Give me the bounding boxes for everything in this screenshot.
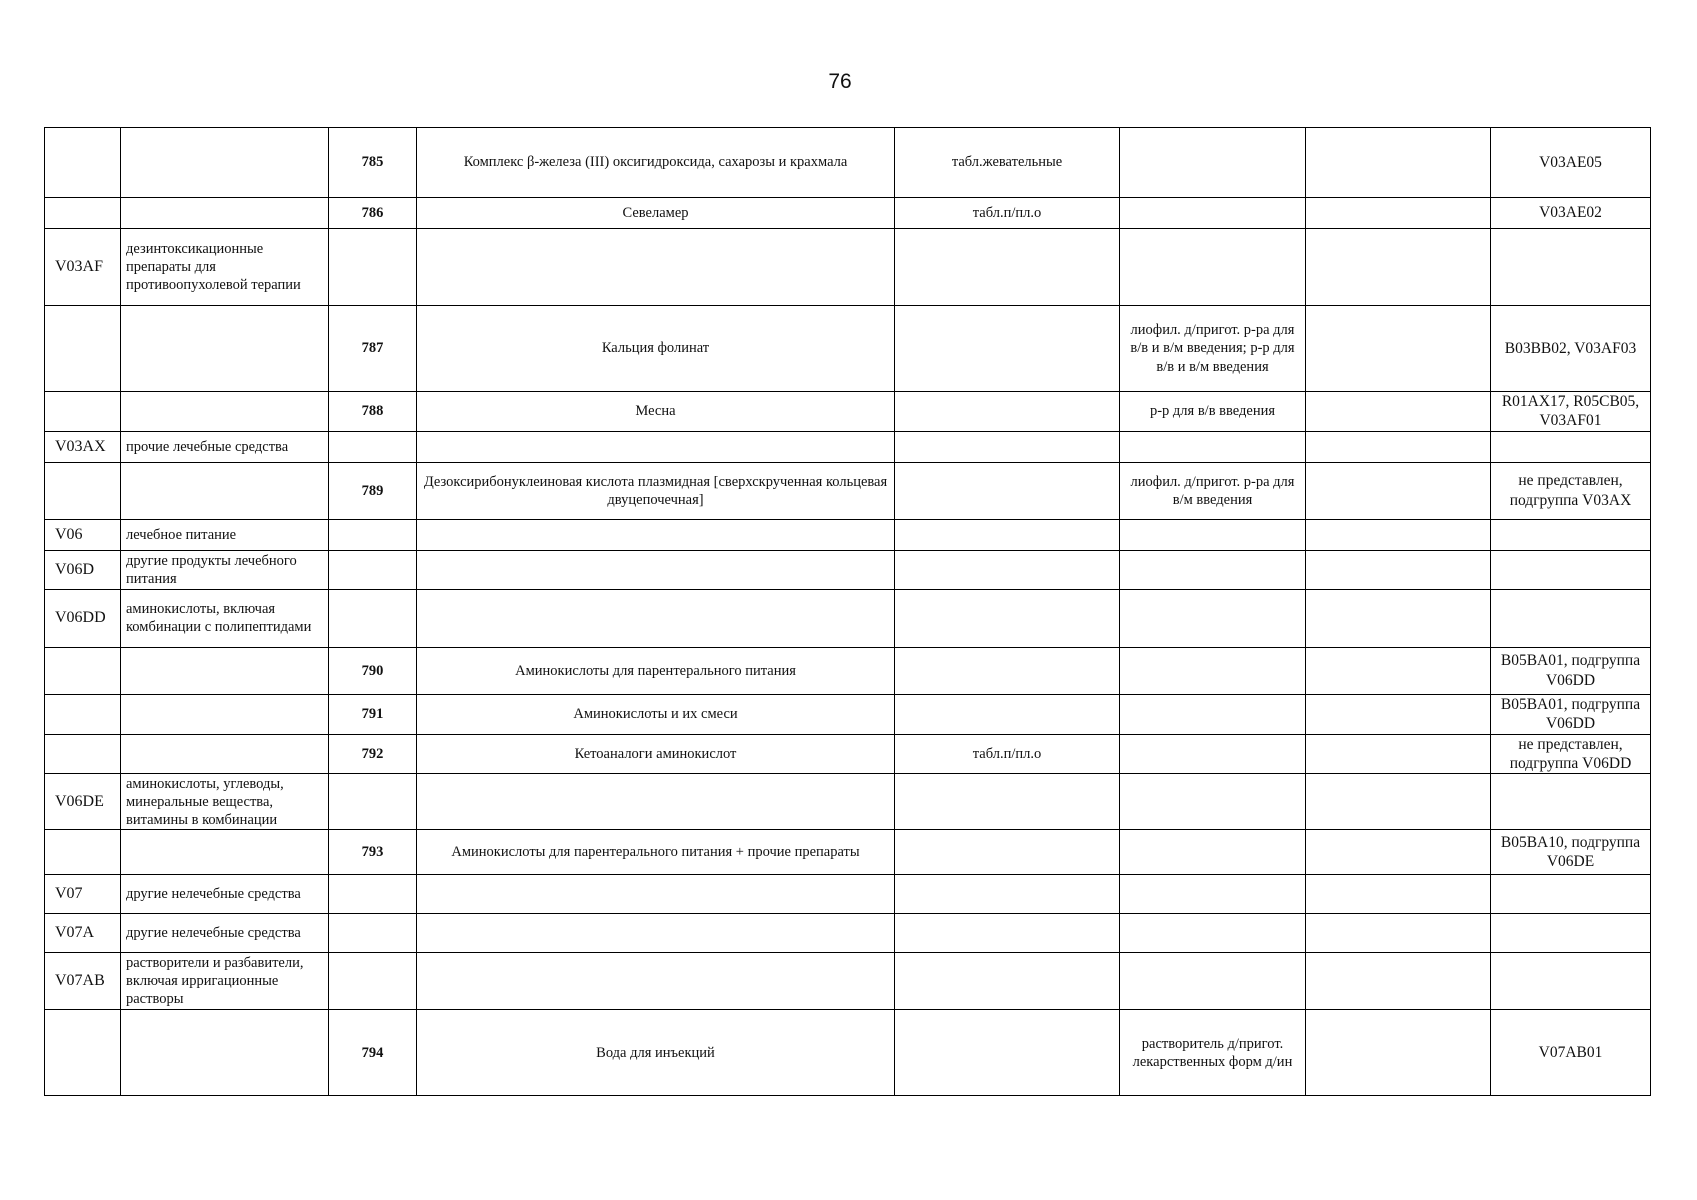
table-row <box>45 830 1651 875</box>
cell-code: V06D <box>45 550 121 589</box>
cell-form2: р-р для в/в введения <box>1120 392 1306 432</box>
cell-name: Кальция фолинат <box>417 306 895 392</box>
cell-num <box>329 953 417 1010</box>
table-row <box>45 875 1651 914</box>
cell-atc: B03BB02, V03AF03 <box>1491 306 1651 392</box>
cell-group: другие нелечебные средства <box>121 875 329 914</box>
cell-extra <box>1306 694 1491 734</box>
cell-extra <box>1306 589 1491 647</box>
cell-group <box>121 1010 329 1096</box>
table-row <box>45 550 1651 589</box>
cell-code <box>45 647 121 694</box>
cell-group: аминокислоты, включая комбинации с полипептидами <box>121 589 329 647</box>
cell-code: V03AF <box>45 229 121 306</box>
cell-form2 <box>1120 914 1306 953</box>
cell-form <box>895 875 1120 914</box>
cell-form2 <box>1120 953 1306 1010</box>
cell-form <box>895 306 1120 392</box>
cell-atc: V07AB01 <box>1491 1010 1651 1096</box>
cell-name <box>417 589 895 647</box>
cell-form2: растворитель д/пригот. лекарственных форм д/ин <box>1120 1010 1306 1096</box>
cell-name <box>417 431 895 462</box>
table-row <box>45 647 1651 694</box>
cell-form <box>895 589 1120 647</box>
cell-group: аминокислоты, углеводы, минеральные вещества, витамины в комбинации <box>121 774 329 830</box>
cell-form2 <box>1120 431 1306 462</box>
cell-code: V06DE <box>45 774 121 830</box>
cell-form: табл.п/пл.о <box>895 198 1120 229</box>
cell-group <box>121 734 329 774</box>
cell-group <box>121 198 329 229</box>
cell-num: 792 <box>329 734 417 774</box>
cell-form2 <box>1120 519 1306 550</box>
cell-name <box>417 519 895 550</box>
cell-form2 <box>1120 830 1306 875</box>
cell-num <box>329 519 417 550</box>
cell-code <box>45 734 121 774</box>
cell-extra <box>1306 774 1491 830</box>
cell-code: V07A <box>45 914 121 953</box>
cell-num <box>329 229 417 306</box>
cell-extra <box>1306 1010 1491 1096</box>
table-row <box>45 229 1651 306</box>
cell-form2 <box>1120 589 1306 647</box>
cell-name <box>417 774 895 830</box>
cell-atc <box>1491 550 1651 589</box>
cell-extra <box>1306 953 1491 1010</box>
cell-num: 790 <box>329 647 417 694</box>
cell-form2: лиофил. д/пригот. р-ра для в/в и в/м введения; р-р для в/в и в/м введения <box>1120 306 1306 392</box>
cell-group <box>121 694 329 734</box>
table-row <box>45 198 1651 229</box>
table-row <box>45 914 1651 953</box>
cell-extra <box>1306 875 1491 914</box>
cell-form <box>895 550 1120 589</box>
cell-name <box>417 953 895 1010</box>
cell-form2 <box>1120 550 1306 589</box>
cell-code: V06DD <box>45 589 121 647</box>
table-body <box>45 128 1651 1096</box>
cell-form <box>895 953 1120 1010</box>
cell-extra <box>1306 306 1491 392</box>
cell-name: Аминокислоты и их смеси <box>417 694 895 734</box>
cell-code: V03AX <box>45 431 121 462</box>
table-row <box>45 306 1651 392</box>
cell-group <box>121 128 329 198</box>
cell-extra <box>1306 647 1491 694</box>
cell-name <box>417 875 895 914</box>
cell-atc: B05BA10, подгруппа V06DE <box>1491 830 1651 875</box>
cell-code: V06 <box>45 519 121 550</box>
cell-form <box>895 830 1120 875</box>
cell-group <box>121 462 329 519</box>
cell-num: 791 <box>329 694 417 734</box>
cell-group: другие нелечебные средства <box>121 914 329 953</box>
table-row <box>45 431 1651 462</box>
cell-name: Аминокислоты для парентерального питания + прочие препараты <box>417 830 895 875</box>
cell-atc <box>1491 914 1651 953</box>
cell-form2 <box>1120 734 1306 774</box>
cell-atc <box>1491 431 1651 462</box>
cell-form <box>895 392 1120 432</box>
cell-extra <box>1306 392 1491 432</box>
cell-atc: V03AE05 <box>1491 128 1651 198</box>
cell-num <box>329 431 417 462</box>
cell-num <box>329 914 417 953</box>
table-row <box>45 589 1651 647</box>
cell-form2: лиофил. д/пригот. р-ра для в/м введения <box>1120 462 1306 519</box>
table-row <box>45 694 1651 734</box>
cell-form2 <box>1120 774 1306 830</box>
cell-atc <box>1491 589 1651 647</box>
table-row <box>45 128 1651 198</box>
cell-group: лечебное питание <box>121 519 329 550</box>
cell-group: растворители и разбавители, включая ирригационные растворы <box>121 953 329 1010</box>
cell-num: 794 <box>329 1010 417 1096</box>
cell-atc <box>1491 875 1651 914</box>
cell-name: Вода для инъекций <box>417 1010 895 1096</box>
cell-code: V07 <box>45 875 121 914</box>
drug-table <box>44 127 1651 1096</box>
cell-name: Дезоксирибонуклеиновая кислота плазмидная [сверхскрученная кольцевая двуцепочечная] <box>417 462 895 519</box>
cell-atc: V03AE02 <box>1491 198 1651 229</box>
cell-name: Месна <box>417 392 895 432</box>
cell-code <box>45 128 121 198</box>
cell-form2 <box>1120 128 1306 198</box>
cell-form <box>895 1010 1120 1096</box>
cell-code <box>45 1010 121 1096</box>
cell-num: 789 <box>329 462 417 519</box>
cell-form2 <box>1120 694 1306 734</box>
cell-atc <box>1491 774 1651 830</box>
cell-code <box>45 198 121 229</box>
table-row <box>45 734 1651 774</box>
cell-form <box>895 229 1120 306</box>
table-row <box>45 462 1651 519</box>
cell-atc <box>1491 229 1651 306</box>
cell-num: 793 <box>329 830 417 875</box>
cell-extra <box>1306 734 1491 774</box>
cell-num: 786 <box>329 198 417 229</box>
cell-code <box>45 830 121 875</box>
cell-code <box>45 306 121 392</box>
cell-name <box>417 550 895 589</box>
cell-num <box>329 550 417 589</box>
cell-num: 787 <box>329 306 417 392</box>
cell-group <box>121 392 329 432</box>
cell-code <box>45 694 121 734</box>
cell-code <box>45 462 121 519</box>
cell-group <box>121 647 329 694</box>
cell-code <box>45 392 121 432</box>
cell-group: прочие лечебные средства <box>121 431 329 462</box>
cell-group <box>121 830 329 875</box>
cell-num <box>329 774 417 830</box>
cell-form <box>895 914 1120 953</box>
cell-form: табл.п/пл.о <box>895 734 1120 774</box>
cell-group: другие продукты лечебного питания <box>121 550 329 589</box>
cell-form2 <box>1120 647 1306 694</box>
cell-atc: B05BA01, подгруппа V06DD <box>1491 647 1651 694</box>
cell-num <box>329 589 417 647</box>
cell-code: V07AB <box>45 953 121 1010</box>
cell-atc: не представлен, подгруппа V06DD <box>1491 734 1651 774</box>
cell-num: 785 <box>329 128 417 198</box>
table-row <box>45 774 1651 830</box>
cell-form2 <box>1120 229 1306 306</box>
cell-atc <box>1491 953 1651 1010</box>
cell-form <box>895 519 1120 550</box>
cell-name <box>417 914 895 953</box>
table-row <box>45 953 1651 1010</box>
cell-form <box>895 647 1120 694</box>
cell-form <box>895 462 1120 519</box>
page-number: 76 <box>828 70 852 93</box>
cell-extra <box>1306 830 1491 875</box>
cell-extra <box>1306 914 1491 953</box>
cell-group <box>121 306 329 392</box>
cell-form2 <box>1120 875 1306 914</box>
cell-form <box>895 694 1120 734</box>
cell-name: Кетоаналоги аминокислот <box>417 734 895 774</box>
cell-extra <box>1306 519 1491 550</box>
cell-form: табл.жевательные <box>895 128 1120 198</box>
cell-extra <box>1306 128 1491 198</box>
table-row <box>45 1010 1651 1096</box>
table-row <box>45 519 1651 550</box>
cell-num: 788 <box>329 392 417 432</box>
cell-extra <box>1306 462 1491 519</box>
cell-extra <box>1306 550 1491 589</box>
cell-atc: R01AX17, R05CB05, V03AF01 <box>1491 392 1651 432</box>
cell-name: Севеламер <box>417 198 895 229</box>
cell-extra <box>1306 229 1491 306</box>
cell-extra <box>1306 431 1491 462</box>
cell-form <box>895 431 1120 462</box>
cell-group: дезинтоксикационные препараты для противоопухолевой терапии <box>121 229 329 306</box>
cell-atc: B05BA01, подгруппа V06DD <box>1491 694 1651 734</box>
cell-name <box>417 229 895 306</box>
cell-name: Комплекс β-железа (III) оксигидроксида, сахарозы и крахмала <box>417 128 895 198</box>
cell-atc: не представлен, подгруппа V03AX <box>1491 462 1651 519</box>
cell-name: Аминокислоты для парентерального питания <box>417 647 895 694</box>
cell-form <box>895 774 1120 830</box>
cell-extra <box>1306 198 1491 229</box>
cell-form2 <box>1120 198 1306 229</box>
cell-num <box>329 875 417 914</box>
table-row <box>45 392 1651 432</box>
cell-atc <box>1491 519 1651 550</box>
